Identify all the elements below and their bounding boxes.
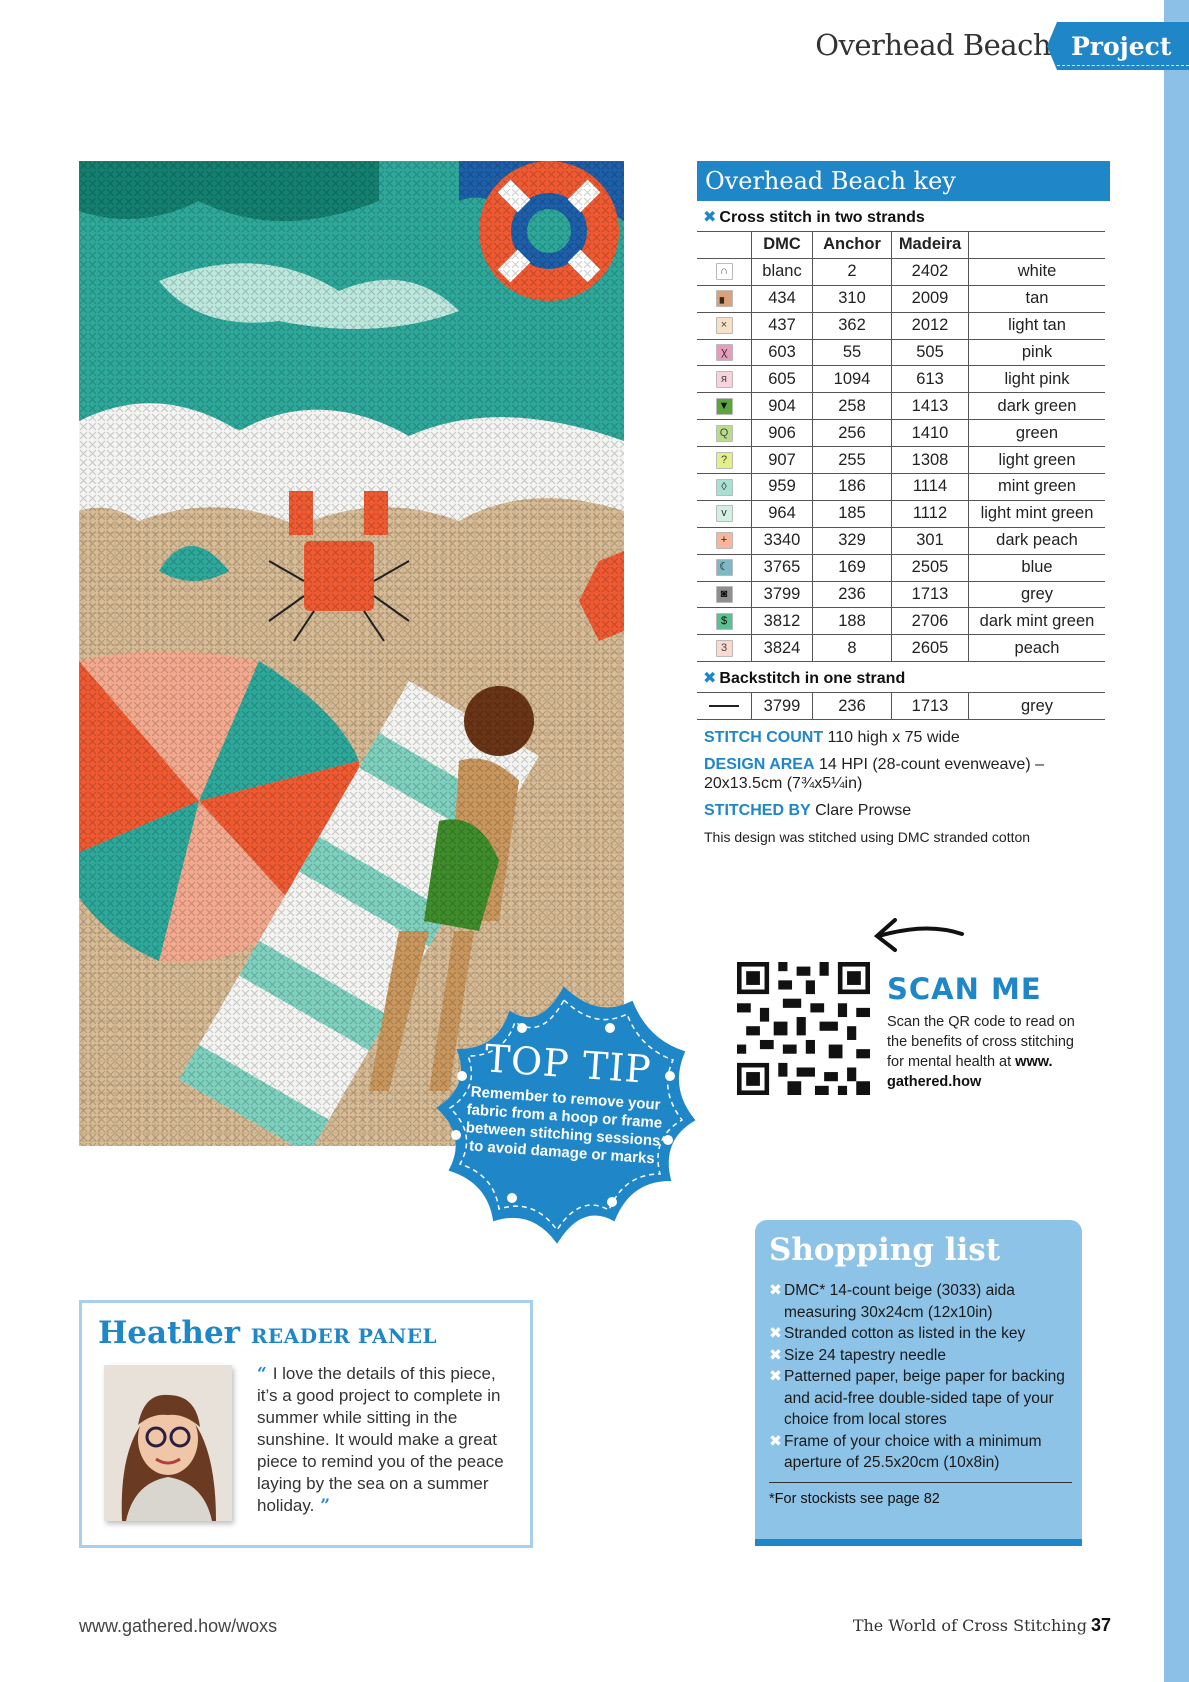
open-quote-icon: “ bbox=[257, 1364, 273, 1384]
header-symbol bbox=[697, 232, 752, 259]
stitch-count-value: 110 high x 75 wide bbox=[827, 729, 960, 747]
cross-bullet-icon: ✖ bbox=[769, 1346, 782, 1364]
cell-madeira: 2402 bbox=[892, 258, 969, 285]
thread-symbol-icon: $ bbox=[716, 613, 733, 630]
thread-symbol-icon: ◊ bbox=[716, 479, 733, 496]
cell-anchor: 236 bbox=[813, 581, 892, 608]
cell-dmc: 3765 bbox=[752, 554, 813, 581]
table-row bbox=[697, 500, 1105, 527]
cell-colour-name: light mint green bbox=[969, 500, 1106, 527]
close-quote-icon: ” bbox=[314, 1496, 331, 1516]
design-area-value: 14 HPI (28-count evenweave) – 20x13.5cm (7¾x5¼in) bbox=[704, 756, 1044, 793]
cell-colour-name: pink bbox=[969, 339, 1106, 366]
cross-bullet-icon: ✖ bbox=[769, 1325, 782, 1342]
cell-madeira: 1713 bbox=[892, 693, 969, 720]
thread-symbol-icon: ◙ bbox=[716, 586, 733, 603]
thread-symbol-icon: ꭓ bbox=[716, 344, 733, 361]
cell-colour-name: peach bbox=[969, 635, 1106, 662]
cell-symbol bbox=[697, 581, 752, 608]
cell-madeira: 1713 bbox=[892, 581, 969, 608]
shopping-list-items bbox=[755, 1280, 1082, 1474]
thread-symbol-icon: я bbox=[716, 371, 733, 388]
cell-colour-name: grey bbox=[969, 581, 1106, 608]
cell-colour-name: dark mint green bbox=[969, 608, 1106, 635]
cell-symbol bbox=[697, 447, 752, 474]
thread-symbol-icon: Q bbox=[716, 425, 733, 442]
reader-panel-label: READER PANEL bbox=[250, 1324, 438, 1348]
thread-note: This design was stitched using DMC stranded cotton bbox=[704, 829, 1031, 846]
cell-anchor: 2 bbox=[813, 258, 892, 285]
reader-quote-text: I love the details of this piece, it’s a good project to complete in summer while sitting in the sunshine. It would make a great piece to remind you of the peace laying by the sea on a summer holiday. bbox=[257, 1364, 504, 1515]
scan-me-description: Scan the QR code to read on the benefits of cross stitching for mental health at bbox=[887, 1014, 1075, 1070]
cell-symbol bbox=[697, 393, 752, 420]
cross-bullet-icon: ✖ bbox=[769, 1368, 782, 1385]
list-item bbox=[769, 1323, 1072, 1345]
cell-colour-name: dark green bbox=[969, 393, 1106, 420]
cell-dmc: 904 bbox=[752, 393, 813, 420]
cell-madeira: 505 bbox=[892, 339, 969, 366]
threads-key bbox=[697, 161, 1110, 855]
table-row bbox=[697, 420, 1105, 447]
table-row bbox=[697, 339, 1105, 366]
cell-anchor: 188 bbox=[813, 608, 892, 635]
table-row bbox=[697, 447, 1105, 474]
cell-anchor: 329 bbox=[813, 527, 892, 554]
cell-anchor: 1094 bbox=[813, 366, 892, 393]
top-tip-content bbox=[423, 971, 706, 1259]
cell-anchor: 258 bbox=[813, 393, 892, 420]
cell-anchor: 185 bbox=[813, 500, 892, 527]
header-project-tag bbox=[1057, 22, 1189, 70]
thread-symbol-icon: ☾ bbox=[716, 559, 733, 576]
cell-symbol bbox=[697, 312, 752, 339]
cell-symbol bbox=[697, 366, 752, 393]
cell-dmc: 434 bbox=[752, 285, 813, 312]
cell-symbol bbox=[697, 500, 752, 527]
stitch-count bbox=[704, 728, 1110, 747]
cell-colour-name: mint green bbox=[969, 474, 1106, 501]
cell-dmc: 3824 bbox=[752, 635, 813, 662]
cross-bullet-icon: ✖ bbox=[769, 1282, 782, 1299]
cell-madeira: 2009 bbox=[892, 285, 969, 312]
cell-anchor: 8 bbox=[813, 635, 892, 662]
cell-madeira: 1410 bbox=[892, 420, 969, 447]
cell-dmc: blanc bbox=[752, 258, 813, 285]
table-row bbox=[697, 474, 1105, 501]
page-number: 37 bbox=[1090, 1615, 1111, 1635]
cell-madeira: 1112 bbox=[892, 500, 969, 527]
top-tip-title: TOP TIP bbox=[483, 1036, 653, 1092]
thread-symbol-icon: + bbox=[716, 532, 733, 549]
page-edge-stripe bbox=[1164, 0, 1189, 1682]
cell-colour-name: tan bbox=[969, 285, 1106, 312]
cell-colour-name: dark peach bbox=[969, 527, 1106, 554]
thread-symbol-icon: ▖ bbox=[716, 290, 733, 307]
table-row bbox=[697, 366, 1105, 393]
cell-dmc: 3812 bbox=[752, 608, 813, 635]
cell-dmc: 605 bbox=[752, 366, 813, 393]
table-row bbox=[697, 693, 1105, 720]
table-row bbox=[697, 393, 1105, 420]
cell-anchor: 256 bbox=[813, 420, 892, 447]
qr-code[interactable] bbox=[737, 962, 870, 1095]
cell-madeira: 2012 bbox=[892, 312, 969, 339]
reader-quote bbox=[257, 1363, 519, 1517]
footer-url[interactable]: www.gathered.how/woxs bbox=[79, 1616, 278, 1636]
thread-symbol-icon: ∩ bbox=[716, 263, 733, 280]
list-item bbox=[769, 1431, 1072, 1474]
stitched-by-label: STITCHED BY bbox=[704, 802, 811, 820]
reader-panel bbox=[79, 1300, 533, 1548]
cell-madeira: 1114 bbox=[892, 474, 969, 501]
cross-icon: ✖ bbox=[703, 670, 717, 688]
reader-name: Heather bbox=[98, 1315, 241, 1351]
table-row bbox=[697, 608, 1105, 635]
cell-dmc: 906 bbox=[752, 420, 813, 447]
scan-me-panel bbox=[735, 880, 1075, 1100]
cell-colour-name: light green bbox=[969, 447, 1106, 474]
thread-symbol-icon: v bbox=[716, 505, 733, 522]
list-item-text: Patterned paper, beige paper for backing and acid-free double-sided tape of your choice from local stores bbox=[784, 1368, 1065, 1428]
cell-dmc: 3799 bbox=[752, 581, 813, 608]
top-tip-body: Remember to remove your fabric from a hoop or frame between stitching sessions to avoid damage or marks bbox=[465, 1083, 663, 1168]
shopping-list-title: Shopping list bbox=[769, 1232, 1001, 1268]
reader-avatar bbox=[104, 1365, 232, 1521]
list-item-text: Frame of your choice with a minimum aperture of 25.5x20cm (10x8in) bbox=[784, 1432, 1042, 1471]
cell-dmc: 907 bbox=[752, 447, 813, 474]
table-row bbox=[697, 581, 1105, 608]
cross-stitch-label: Cross stitch in two strands bbox=[719, 209, 925, 226]
key-table bbox=[697, 231, 1105, 662]
cell-dmc: 3340 bbox=[752, 527, 813, 554]
backstitch-table bbox=[697, 692, 1105, 720]
cell-symbol bbox=[697, 635, 752, 662]
table-row bbox=[697, 554, 1105, 581]
magazine-name: The World of Cross Stitching bbox=[852, 1616, 1087, 1635]
list-item-text: Stranded cotton as listed in the key bbox=[784, 1325, 1026, 1342]
cell-colour-name: blue bbox=[969, 554, 1106, 581]
cell-symbol bbox=[697, 420, 752, 447]
scan-me-text bbox=[887, 1012, 1077, 1092]
footer-magazine bbox=[853, 1615, 1111, 1636]
cell-anchor: 362 bbox=[813, 312, 892, 339]
backstitch-section bbox=[697, 662, 1110, 692]
cell-colour-name: grey bbox=[969, 693, 1106, 720]
stitch-count-label: STITCH COUNT bbox=[704, 729, 824, 747]
backstitch-label: Backstitch in one strand bbox=[719, 670, 906, 688]
header-colour bbox=[969, 232, 1106, 259]
cell-dmc: 3799 bbox=[752, 693, 813, 720]
thread-symbol-icon: × bbox=[716, 317, 733, 334]
cell-madeira: 301 bbox=[892, 527, 969, 554]
cross-bullet-icon: ✖ bbox=[769, 1432, 782, 1450]
design-meta bbox=[697, 728, 1110, 847]
cross-icon: ✖ bbox=[703, 209, 717, 226]
shopping-list bbox=[755, 1220, 1082, 1546]
backstitch-line-icon bbox=[697, 693, 752, 720]
reader-panel-title bbox=[98, 1315, 437, 1351]
cell-colour-name: light pink bbox=[969, 366, 1106, 393]
cell-madeira: 613 bbox=[892, 366, 969, 393]
cell-anchor: 169 bbox=[813, 554, 892, 581]
cell-colour-name: white bbox=[969, 258, 1106, 285]
cell-symbol bbox=[697, 285, 752, 312]
stitched-by-value: Clare Prowse bbox=[815, 802, 912, 820]
key-title: Overhead Beach key bbox=[697, 161, 1110, 201]
header-madeira: Madeira bbox=[892, 232, 969, 259]
list-item bbox=[769, 1280, 1072, 1323]
cell-madeira: 1413 bbox=[892, 393, 969, 420]
top-tip-badge bbox=[432, 980, 697, 1250]
design-area bbox=[704, 755, 1110, 793]
table-row bbox=[697, 258, 1105, 285]
cross-stitch-section bbox=[697, 201, 1110, 231]
stitched-by bbox=[704, 801, 1110, 820]
cell-anchor: 186 bbox=[813, 474, 892, 501]
cell-madeira: 2706 bbox=[892, 608, 969, 635]
stockists-footnote: *For stockists see page 82 bbox=[769, 1482, 1072, 1507]
header-dmc: DMC bbox=[752, 232, 813, 259]
cell-anchor: 310 bbox=[813, 285, 892, 312]
cell-dmc: 437 bbox=[752, 312, 813, 339]
cell-anchor: 55 bbox=[813, 339, 892, 366]
cell-madeira: 1308 bbox=[892, 447, 969, 474]
design-area-label: DESIGN AREA bbox=[704, 756, 815, 774]
thread-symbol-icon: 3 bbox=[716, 640, 733, 657]
cell-dmc: 964 bbox=[752, 500, 813, 527]
header-title: Overhead Beach bbox=[815, 28, 1051, 62]
scan-me-title: SCAN ME bbox=[887, 972, 1042, 1006]
cell-symbol bbox=[697, 608, 752, 635]
cell-colour-name: light tan bbox=[969, 312, 1106, 339]
cell-anchor: 236 bbox=[813, 693, 892, 720]
table-row bbox=[697, 635, 1105, 662]
cell-symbol bbox=[697, 554, 752, 581]
list-item bbox=[769, 1345, 1072, 1367]
list-item-text: Size 24 tapestry needle bbox=[784, 1346, 946, 1364]
cell-symbol bbox=[697, 258, 752, 285]
cell-dmc: 603 bbox=[752, 339, 813, 366]
cell-symbol bbox=[697, 339, 752, 366]
cell-symbol bbox=[697, 474, 752, 501]
cell-symbol bbox=[697, 527, 752, 554]
table-row bbox=[697, 285, 1105, 312]
cell-dmc: 959 bbox=[752, 474, 813, 501]
thread-symbol-icon: ▼ bbox=[716, 398, 733, 415]
thread-symbol-icon: ? bbox=[716, 452, 733, 469]
table-row bbox=[697, 312, 1105, 339]
cell-colour-name: green bbox=[969, 420, 1106, 447]
cell-anchor: 255 bbox=[813, 447, 892, 474]
list-item bbox=[769, 1366, 1072, 1431]
header-anchor: Anchor bbox=[813, 232, 892, 259]
cell-madeira: 2605 bbox=[892, 635, 969, 662]
header-tag-label: Project bbox=[1071, 31, 1172, 61]
key-header-row bbox=[697, 232, 1105, 259]
scan-me-link[interactable]: www. gathered.how bbox=[887, 1054, 1053, 1090]
table-row bbox=[697, 527, 1105, 554]
cell-madeira: 2505 bbox=[892, 554, 969, 581]
arrow-left-icon bbox=[867, 912, 967, 956]
list-item-text: DMC* 14-count beige (3033) aida measuring 30x24cm (12x10in) bbox=[784, 1282, 1015, 1321]
